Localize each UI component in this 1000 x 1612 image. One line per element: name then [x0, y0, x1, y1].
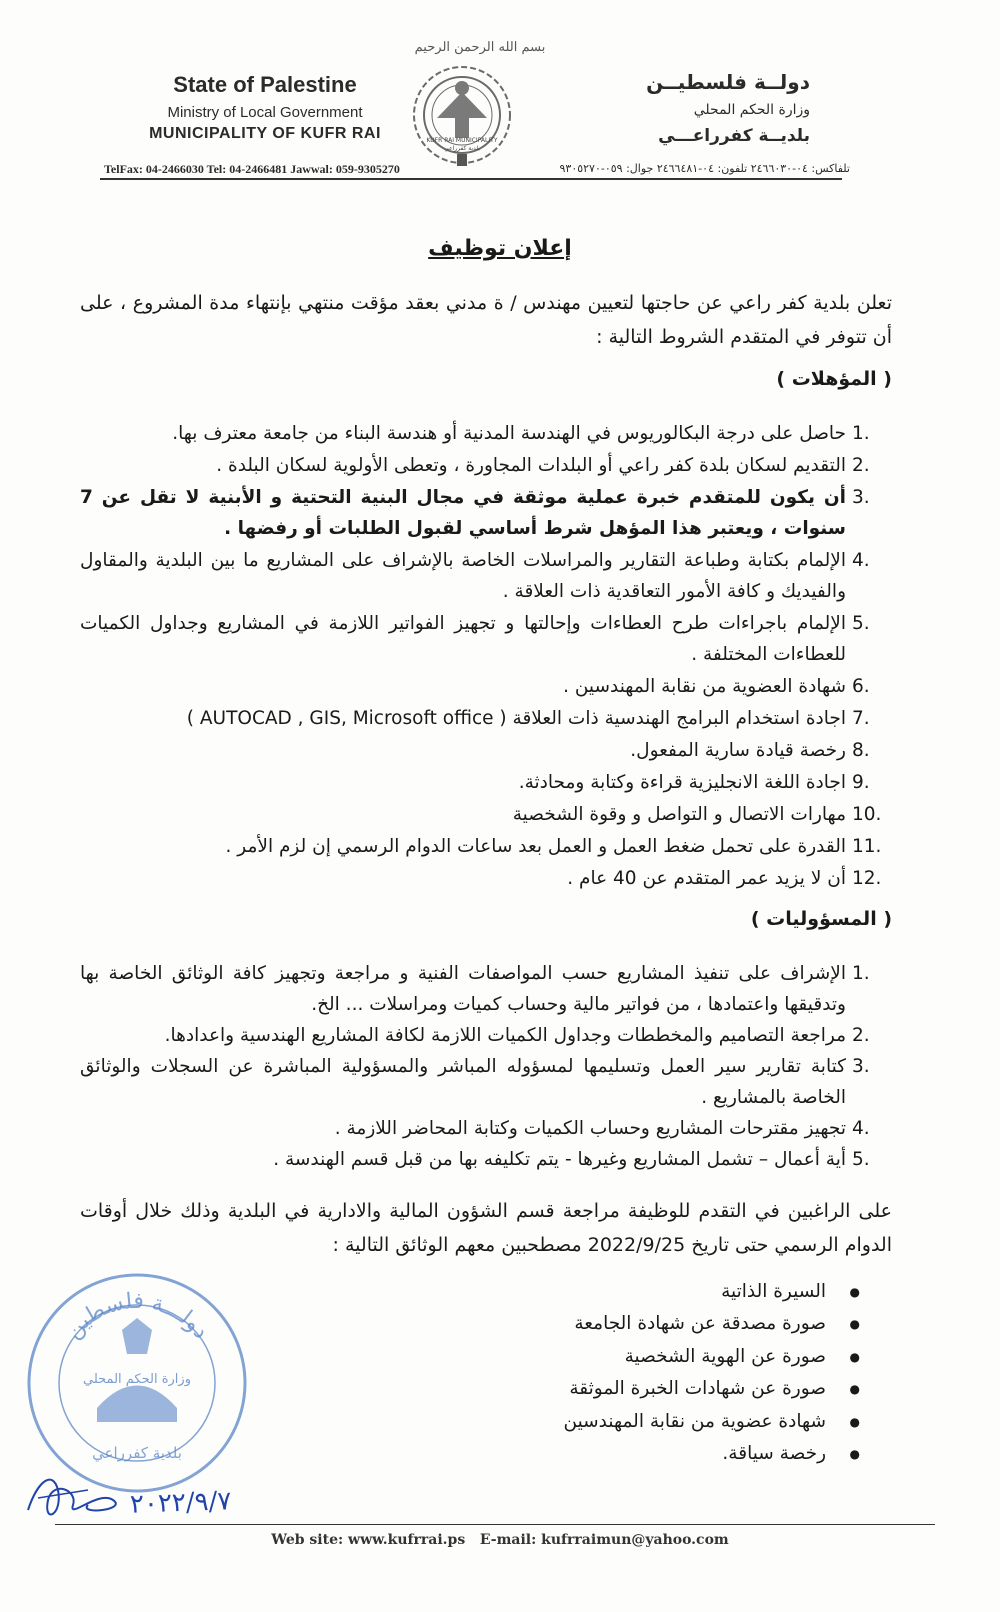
item-text: أن لا يزيد عمر المتقدم عن 40 عام . — [567, 868, 846, 889]
responsibilities-list — [80, 958, 892, 1175]
item-text: الإشراف على تنفيذ المشاريع حسب المواصفات الفنية و مراجعة وتجهيز كافة الوثائق الخاصة بها وتدقيقها واعتمادها ، من فواتير مالية وحساب كميات ومراسلات ... الخ. — [80, 963, 846, 1015]
item-number: 3. — [852, 487, 870, 508]
item-number: 1. — [852, 423, 870, 444]
item-text: حاصل على درجة البكالوريوس في الهندسة المدنية أو هندسة البناء من جامعة معترف بها. — [172, 423, 846, 444]
item-text: التقديم لسكان بلدة كفر راعي أو البلدات المجاورة ، وتعطى الأولوية لسكان البلدة . — [216, 455, 846, 476]
logo-text: KUFR RAI MUNICIPALITY — [426, 137, 498, 144]
municipality-name-en: MUNICIPALITY OF KUFR RAI — [149, 125, 381, 142]
list-item — [80, 735, 892, 766]
ministry-name-en: Ministry of Local Government — [167, 104, 363, 121]
list-item — [80, 799, 892, 830]
item-number: 6. — [852, 676, 870, 697]
state-name-en: State of Palestine — [173, 72, 357, 97]
list-item: ● صورة عن الهوية الشخصية — [564, 1341, 861, 1373]
logo-text-ar: بلدية كفرراعي — [444, 145, 480, 152]
list-item: ● السيرة الذاتية — [564, 1276, 861, 1308]
ministry-name-ar: وزارة الحكم المحلي — [693, 102, 810, 118]
item-number: 3. — [852, 1056, 870, 1077]
list-item: ● شهادة عضوية من نقابة المهندسين — [564, 1406, 861, 1438]
list-item — [80, 418, 892, 449]
contacts-en: TelFax: 04-2466030 Tel: 04-2466481 Jawwal: 059-9305270 — [104, 162, 400, 176]
item-text: أية أعمال – تشمل المشاريع وغيرها - يتم تكليفه بها من قبل قسم الهندسة . — [273, 1149, 846, 1170]
handwritten-date: ٢٠٢٢/٩/٧ — [129, 1486, 232, 1520]
basmala: بسم الله الرحمن الرحيم — [414, 40, 546, 55]
list-item: ● صورة عن شهادات الخبرة الموثقة — [564, 1373, 861, 1405]
list-item: ● صورة مصدقة عن شهادة الجامعة — [564, 1308, 861, 1340]
header-english-block — [100, 72, 430, 143]
item-text: كتابة تقارير سير العمل وتسليمها لمسؤوله المباشر والمسؤولية المباشرة عن السجلات والوثائق الخاصة بالمشاريع . — [80, 1056, 846, 1108]
header-arabic-block — [550, 70, 810, 146]
item-number: 4. — [852, 550, 870, 571]
item-text: الإلمام باجراءات طرح العطاءات وإحالتها و تجهيز الفواتير اللازمة في المشاريع وجداول الكميات للعطاءات المختلفة . — [80, 613, 846, 665]
item-text: مهارات الاتصال و التواصل و وقوة الشخصية — [512, 804, 846, 825]
item-text: اجادة اللغة الانجليزية قراءة وكتابة ومحادثة. — [518, 772, 846, 793]
list-item: ● رخصة سياقة. — [564, 1438, 861, 1470]
list-item — [80, 703, 892, 734]
item-number: 11. — [852, 836, 882, 857]
item-number: 8. — [852, 740, 870, 761]
stamp-municipality-text: بلدية كفرراعي — [92, 1444, 182, 1462]
list-item — [80, 767, 892, 798]
list-item — [80, 1144, 892, 1175]
item-text: اجادة استخدام البرامج الهندسية ذات العلاقة ( AUTOCAD , GIS, Microsoft office ) — [186, 708, 846, 729]
list-item — [80, 863, 892, 894]
list-item — [80, 450, 892, 481]
intro-paragraph: تعلن بلدية كفر راعي عن حاجتها لتعيين مهندس / ة مدني بعقد مؤقت منتهي بإنتهاء مدة المشروع ، على أن تتوفر في المتقدم الشروط التالية : — [80, 292, 892, 348]
announcement-title: إعلان توظيف — [428, 236, 572, 261]
footer-divider — [55, 1524, 935, 1525]
list-item — [80, 1020, 892, 1051]
item-number: 1. — [852, 963, 870, 984]
item-number: 5. — [852, 1149, 870, 1170]
footer-contacts: Web site: www.kufrrai.ps E-mail: kufrraimun@yahoo.com — [271, 1532, 729, 1548]
item-text: أن يكون للمتقدم خبرة عملية موثقة في مجال البنية التحتية و الأبنية لا تقل عن 7 سنوات ، ويعتبر هذا المؤهل شرط أساسي لقبول الطلبات أو رفضها . — [80, 487, 846, 539]
contacts-ar: تلفاكس: ٠٤-٢٤٦٦٠٣٠ تلفون: ٠٤-٢٤٦٦٤٨١ جوال: ٠٥٩-٩٣٠٥٢٧٠ — [559, 162, 850, 175]
item-text: تجهيز مقترحات المشاريع وحساب الكميات وكتابة المحاضر اللازمة . — [334, 1118, 846, 1139]
stamp-ministry-text: وزارة الحكم المحلي — [83, 1372, 191, 1387]
item-number: 10. — [852, 804, 882, 825]
item-text: القدرة على تحمل ضغط العمل و العمل بعد ساعات الدوام الرسمي إن لزم الأمر . — [225, 836, 846, 857]
municipality-logo-icon — [397, 60, 527, 170]
responsibilities-heading: ( المسؤوليات ) — [750, 908, 892, 930]
list-item — [80, 958, 892, 1020]
list-item — [80, 671, 892, 702]
item-text: رخصة قيادة سارية المفعول. — [630, 740, 846, 761]
qualifications-list — [80, 418, 892, 895]
item-number: 9. — [852, 772, 870, 793]
list-item — [80, 1051, 892, 1113]
item-number: 5. — [852, 613, 870, 634]
state-name-ar: دولــة فلسطيــن — [646, 70, 810, 94]
list-item — [80, 831, 892, 862]
item-number: 2. — [852, 455, 870, 476]
item-number: 2. — [852, 1025, 870, 1046]
list-item — [80, 482, 892, 544]
list-item — [80, 1113, 892, 1144]
header-divider — [100, 178, 842, 180]
item-number: 12. — [852, 868, 882, 889]
item-text: شهادة العضوية من نقابة المهندسين . — [563, 676, 846, 697]
required-documents-list — [564, 1276, 861, 1470]
item-number: 4. — [852, 1118, 870, 1139]
municipality-name-ar: بلديــة كفرراعـــي — [658, 126, 810, 146]
closing-paragraph: على الراغبين في التقدم للوظيفة مراجعة قسم الشؤون المالية والادارية في البلدية وذلك خلال أوقات الدوام الرسمي حتى تاريخ 2022/9/25 مصطحبين معهم الوثائق التالية : — [80, 1200, 892, 1256]
list-item — [80, 545, 892, 607]
list-item — [80, 608, 892, 670]
qualifications-heading: ( المؤهلات ) — [776, 368, 892, 390]
item-text: مراجعة التصاميم والمخططات وجداول الكميات اللازمة لكافة المشاريع الهندسية واعدادها. — [164, 1025, 846, 1046]
item-text: الإلمام بكتابة وطباعة التقارير والمراسلات الخاصة بالإشراف على المشاريع ما بين البلدية والمقاول والفيديك و كافة الأمور التعاقدية ذات العلاقة . — [80, 550, 846, 602]
item-number: 7. — [852, 708, 870, 729]
stamp-ring-text: دولـــة فلسطين — [60, 1288, 214, 1344]
